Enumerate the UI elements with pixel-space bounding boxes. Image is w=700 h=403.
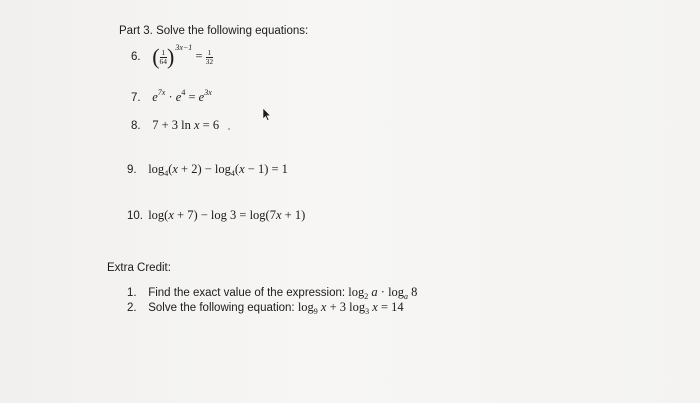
question-number: 9. <box>127 164 137 176</box>
item-text: Solve the following equation: <box>148 302 298 314</box>
equation: $\log_9 x + 3$ $\log_3 x = 14$ <box>297 300 404 316</box>
question-7 <box>131 88 212 105</box>
equation: ( $\frac{1}{64}$ )$^{3x-1}$ = $\frac{1}{32}$ <box>152 42 214 69</box>
equation: $\log_4(x + 2) - \log_4(x - 1) = 1$ <box>148 162 288 178</box>
equation: $e^{7x} \cdot e^4 = e^{3x}$ <box>152 88 212 104</box>
speck <box>228 128 230 130</box>
fraction-rhs: $\frac{1}{32}$ <box>205 47 214 66</box>
equation: 7 + 3 ln x = 6 <box>152 118 220 132</box>
question-number: 8. <box>131 120 141 132</box>
question-number: 6. <box>131 50 141 63</box>
question-8 <box>131 118 219 133</box>
section-heading: Part 3. Solve the following equations: <box>119 25 309 37</box>
question-9 <box>127 162 288 178</box>
equation: log(x + 7) − log 3 = log(7x + 1) <box>148 208 306 222</box>
item-text: Find the exact value of the expression: <box>148 287 349 299</box>
extra-credit-item-2 <box>127 300 404 316</box>
question-10 <box>127 208 305 223</box>
exponent: 3x−1 <box>175 42 193 52</box>
expression: $\log_2 a \cdot \log_a 8$ <box>348 285 418 301</box>
question-number: 10. <box>127 210 143 222</box>
item-number: 1. <box>127 287 137 299</box>
item-number: 2. <box>127 302 137 314</box>
mouse-cursor-icon <box>262 107 272 121</box>
extra-credit-heading: Extra Credit: <box>107 262 171 274</box>
question-number: 7. <box>131 92 141 104</box>
question-6 <box>131 42 214 69</box>
fraction-base: $\frac{1}{64}$ <box>159 47 168 66</box>
extra-credit-item-1 <box>127 285 417 301</box>
